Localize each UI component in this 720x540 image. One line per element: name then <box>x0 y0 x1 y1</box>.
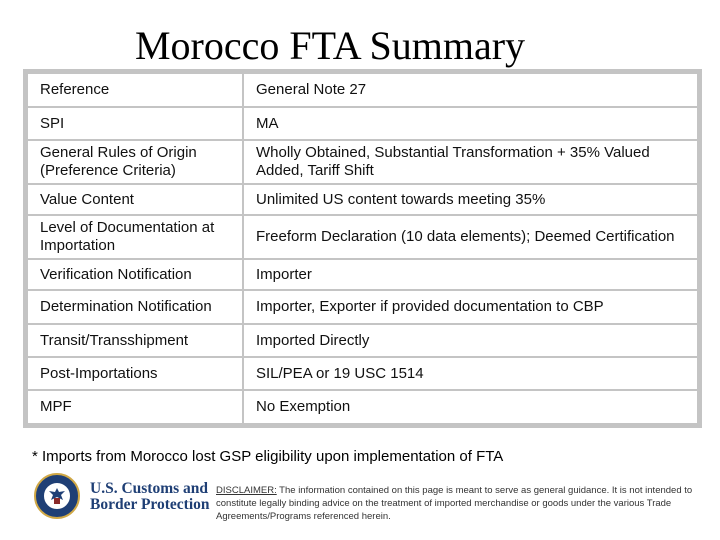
table-row <box>28 185 697 214</box>
agency-name <box>90 481 210 513</box>
disclaimer-text: The information contained on this page is meant to serve as general guidance. It is not intended to constitute legally binding advice on the treatment of imported merchandise or goods under the various Trade Agreements/Programs referenced herein. <box>216 485 693 522</box>
row-label: MPF <box>28 391 242 423</box>
row-label: Level of Documentation at Importation <box>28 216 242 258</box>
row-value: No Exemption <box>244 391 697 423</box>
table-row <box>28 74 697 106</box>
table-row <box>28 291 697 323</box>
row-value: Importer, Exporter if provided documentation to CBP <box>244 291 697 323</box>
row-label: Verification Notification <box>28 260 242 289</box>
row-value: Wholly Obtained, Substantial Transformation + 35% Valued Added, Tariff Shift <box>244 141 697 183</box>
page-title: Morocco FTA Summary <box>134 23 526 68</box>
agency-name-line1: U.S. Customs and <box>90 480 209 497</box>
row-value: General Note 27 <box>244 74 697 106</box>
row-label: SPI <box>28 108 242 139</box>
disclaimer <box>216 484 706 523</box>
row-label: Transit/Transshipment <box>28 325 242 356</box>
row-value: Freeform Declaration (10 data elements); Deemed Certification <box>244 216 697 258</box>
row-value: SIL/PEA or 19 USC 1514 <box>244 358 697 389</box>
table-row <box>28 391 697 423</box>
row-value: Imported Directly <box>244 325 697 356</box>
row-label: Value Content <box>28 185 242 214</box>
fta-summary-table <box>23 69 702 428</box>
table-row <box>28 216 697 258</box>
row-label: Determination Notification <box>28 291 242 323</box>
disclaimer-label: DISCLAIMER: <box>216 485 277 496</box>
agency-name-line2: Border Protection <box>90 496 210 513</box>
cbp-logo <box>34 473 209 523</box>
row-value: Importer <box>244 260 697 289</box>
table-row <box>28 325 697 356</box>
row-label: Post-Importations <box>28 358 242 389</box>
row-label: Reference <box>28 74 242 106</box>
table-row <box>28 141 697 183</box>
table-row <box>28 108 697 139</box>
table-row <box>28 260 697 289</box>
row-value: MA <box>244 108 697 139</box>
table-row <box>28 358 697 389</box>
dhs-seal-icon <box>34 473 80 519</box>
footnote: * Imports from Morocco lost GSP eligibility upon implementation of FTA <box>32 448 504 465</box>
row-label: General Rules of Origin (Preference Criteria) <box>28 141 242 183</box>
row-value: Unlimited US content towards meeting 35% <box>244 185 697 214</box>
